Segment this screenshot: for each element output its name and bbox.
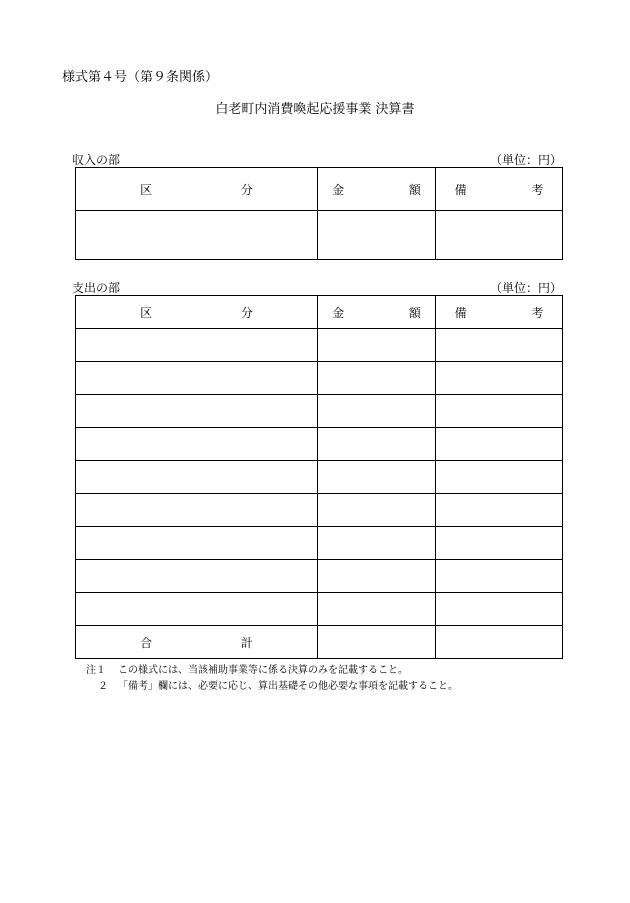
income-col-remarks: 備 考 (436, 168, 563, 211)
expense-total-remarks[interactable] (436, 626, 563, 659)
expense-cell-category[interactable] (76, 527, 318, 560)
expense-total-amount[interactable] (318, 626, 436, 659)
expense-table (75, 295, 570, 659)
expense-cell-category[interactable] (76, 329, 318, 362)
expense-total-row (76, 626, 563, 659)
expense-unit-label: （単位：円） (489, 281, 562, 295)
expense-cell-category[interactable] (76, 395, 318, 428)
note-text: 「備考」欄には、必要に応じ、算出基礎その他必要な事項を記載すること。 (118, 681, 458, 692)
expense-cell-category[interactable] (76, 494, 318, 527)
expense-cell-category[interactable] (76, 593, 318, 626)
note-number: ２ (98, 681, 108, 692)
expense-col-remarks: 備 考 (436, 296, 563, 329)
table-row (76, 211, 563, 260)
note-item (86, 663, 458, 679)
expense-col-amount: 金 額 (318, 296, 436, 329)
expense-header-row (76, 296, 563, 329)
expense-cell-amount[interactable] (318, 428, 436, 461)
income-cell-remarks[interactable] (436, 211, 563, 260)
table-row (76, 329, 563, 362)
expense-cell-amount[interactable] (318, 494, 436, 527)
expense-cell-amount[interactable] (318, 329, 436, 362)
income-header-row (76, 168, 563, 211)
expense-cell-amount[interactable] (318, 527, 436, 560)
document-title: 白老町内消費喚起応援事業 決算書 (215, 102, 415, 117)
notes (86, 663, 458, 695)
expense-cell-amount[interactable] (318, 395, 436, 428)
table-row (76, 494, 563, 527)
income-cell-category[interactable] (76, 211, 318, 260)
expense-cell-category[interactable] (76, 461, 318, 494)
expense-cell-remarks[interactable] (436, 362, 563, 395)
expense-cell-category[interactable] (76, 560, 318, 593)
table-row (76, 527, 563, 560)
expense-cell-amount[interactable] (318, 560, 436, 593)
expense-cell-remarks[interactable] (436, 395, 563, 428)
expense-cell-category[interactable] (76, 362, 318, 395)
income-table (75, 167, 570, 260)
expense-cell-remarks[interactable] (436, 593, 563, 626)
expense-cell-remarks[interactable] (436, 428, 563, 461)
expense-cell-remarks[interactable] (436, 560, 563, 593)
table-row (76, 593, 563, 626)
expense-total-label: 合 計 (76, 626, 318, 659)
income-col-category: 区 分 (76, 168, 318, 211)
expense-cell-amount[interactable] (318, 362, 436, 395)
income-cell-amount[interactable] (318, 211, 436, 260)
note-number: 注１ (86, 665, 106, 676)
expense-cell-amount[interactable] (318, 461, 436, 494)
expense-cell-remarks[interactable] (436, 494, 563, 527)
table-row (76, 461, 563, 494)
expense-col-category: 区 分 (76, 296, 318, 329)
expense-cell-remarks[interactable] (436, 461, 563, 494)
expense-section-label: 支出の部 (72, 281, 121, 295)
note-text: この様式には、当該補助事業等に係る決算のみを記載すること。 (118, 665, 408, 676)
income-col-amount: 金 額 (318, 168, 436, 211)
table-row (76, 428, 563, 461)
table-row (76, 362, 563, 395)
income-unit-label: （単位：円） (489, 153, 562, 167)
expense-cell-category[interactable] (76, 428, 318, 461)
table-row (76, 560, 563, 593)
expense-cell-remarks[interactable] (436, 329, 563, 362)
form-number: 様式第４号（第９条関係） (62, 70, 219, 85)
income-section-label: 収入の部 (72, 153, 121, 167)
note-item (86, 679, 458, 695)
expense-cell-remarks[interactable] (436, 527, 563, 560)
table-row (76, 395, 563, 428)
expense-cell-amount[interactable] (318, 593, 436, 626)
